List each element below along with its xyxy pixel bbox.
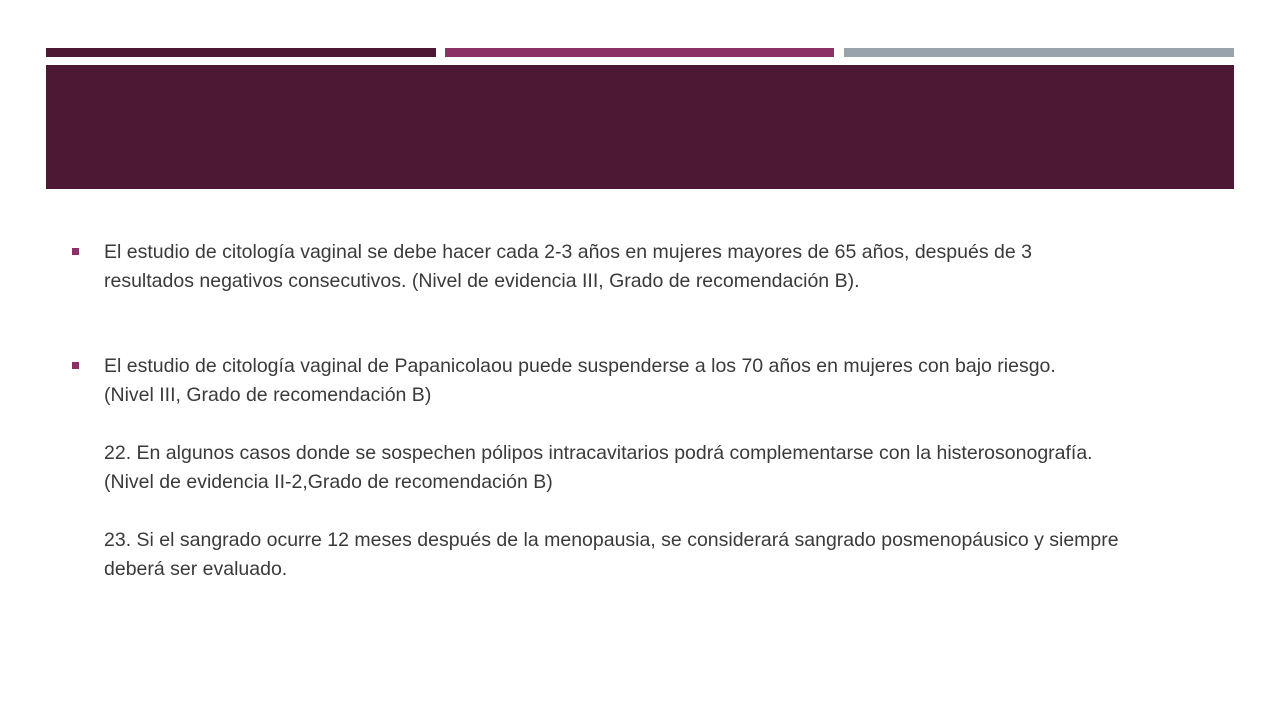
bullet-text-line: El estudio de citología vaginal se debe hacer cada 2-3 años en mujeres mayores de 65 años, después de 3 bbox=[104, 241, 1032, 263]
bullet-text-line: resultados negativos consecutivos. (Nivel de evidencia III, Grado de recomendación B). bbox=[104, 270, 860, 292]
accent-bar-dark bbox=[46, 48, 436, 57]
slide-content bbox=[70, 238, 1220, 584]
title-band bbox=[46, 65, 1234, 189]
square-bullet-icon bbox=[72, 362, 79, 369]
bullet-item bbox=[70, 238, 1220, 296]
square-bullet-icon bbox=[72, 248, 79, 255]
bullet-text-line: (Nivel de evidencia II-2,Grado de recomendación B) bbox=[104, 471, 553, 493]
accent-bar-gray bbox=[844, 48, 1234, 57]
bullet-text-line: 22. En algunos casos donde se sospechen pólipos intracavitarios podrá complementarse con la histerosonografía. bbox=[104, 442, 1093, 464]
bullet-text-line: El estudio de citología vaginal de Papanicolaou puede suspenderse a los 70 años en mujeres con bajo riesgo. bbox=[104, 355, 1056, 377]
bullet-text-line: deberá ser evaluado. bbox=[104, 558, 288, 580]
bullet-text-line: (Nivel III, Grado de recomendación B) bbox=[104, 384, 432, 406]
accent-bar-magenta bbox=[445, 48, 834, 57]
bullet-text-line: 23. Si el sangrado ocurre 12 meses después de la menopausia, se considerará sangrado posmenopáusico y siempre bbox=[104, 529, 1119, 551]
bullet-item bbox=[70, 352, 1220, 584]
